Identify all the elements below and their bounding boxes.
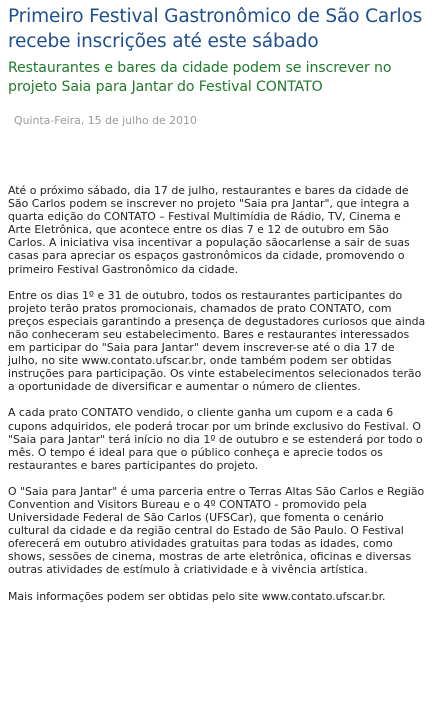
- article-paragraph: O "Saia para Jantar" é uma parceria entre o Terras Altas São Carlos e Região Convention and Visitors Bureau e o 4º CONTATO - promovido pela Universidade Federal de São Carlos (UFSCar), que fomenta o cenário cultural da cidade e da região central do Estado de São Paulo. O Festival oferecerá em outubro atividades gratuitas para todas as idades, como shows, sessões de cinema, mostras de arte eletrônica, oficinas e diversas outras atividades de estímulo à criatividade e à vivência artística.: [8, 484, 425, 577]
- article-headline: Primeiro Festival Gastronômico de São Carlos recebe inscrições até este sábado: [8, 6, 423, 52]
- article-paragraph: A cada prato CONTATO vendido, o cliente ganha um cupom e a cada 6 cupons adquiridos, ele poderá trocar por um brinde exclusivo do Festival. O "Saia para Jantar" terá início no dia 1º de outubro e se estenderá por todo o mês. O tempo é ideal para que o público conheça e aprecie todos os restaurantes e bares participantes do projeto.: [8, 406, 423, 472]
- article-paragraph: Até o próximo sábado, dia 17 de julho, restaurantes e bares da cidade de São Carlos podem se inscrever no projeto "Saia pra Jantar", que integra a quarta edição do CONTATO – Festival Multimídia de Rádio, TV, Cinema e Arte Eletrônica, que acontece entre os dias 7 e 12 de outubro em São Carlos. A iniciativa visa incentivar a população sãocarlense a sair de suas casas para apreciar os espaços gastronômicos da cidade, promovendo o primeiro Festival Gastronômico da cidade.: [8, 184, 410, 276]
- article-paragraph: Entre os dias 1º e 31 de outubro, todos os restaurantes participantes do projeto terão pratos promocionais, chamados de prato CONTATO, com preços especiais garantindo a presença de degustadores curiosos que ainda não conheceram seu estabelecimento. Bares e restaurantes interessados em participar do "Saia para Jantar" devem inscrever-se até o dia 17 de julho, no site www.contato.ufscar.br, onde também podem ser obtidas instruções para participação. Os vinte estabelecimentos selecionados terão a oportunidade de diversificar e aumentar o número de clientes.: [8, 288, 426, 394]
- article-paragraph: Mais informações podem ser obtidas pelo site www.contato.ufscar.br.: [8, 589, 386, 603]
- article-body: [8, 184, 426, 603]
- article-subheadline: Restaurantes e bares da cidade podem se inscrever no projeto Saia para Jantar do Festival CONTATO: [8, 60, 392, 95]
- article-date: Quinta-Feira, 15 de julho de 2010: [14, 114, 197, 127]
